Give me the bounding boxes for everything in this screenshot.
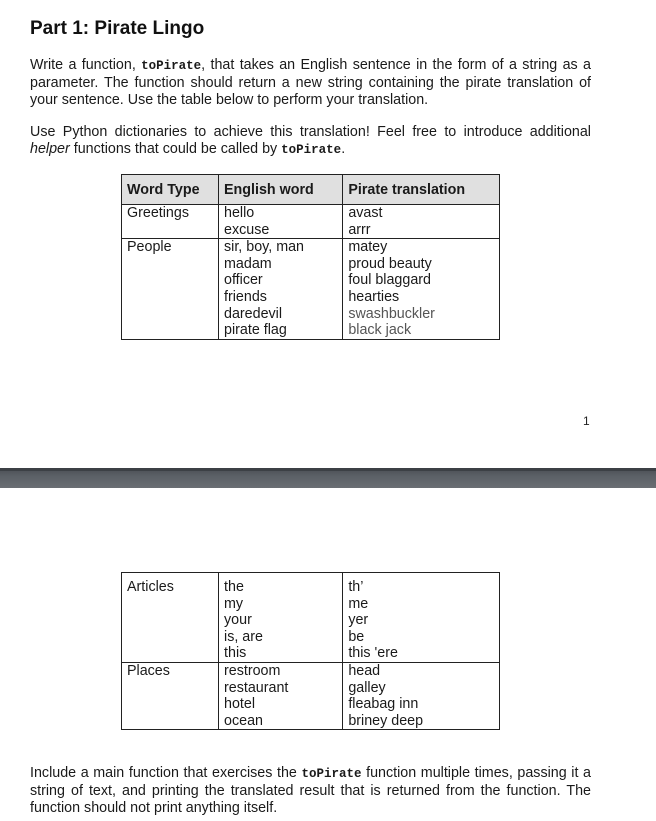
word-type-cell	[122, 662, 219, 729]
english-words-cell	[219, 573, 343, 663]
table-row	[122, 239, 500, 340]
pirate-words-cell	[343, 662, 500, 729]
pirate-word: swashbuckler	[348, 305, 435, 322]
pirate-word: briney deep	[348, 712, 424, 729]
word-type: Articles	[127, 579, 174, 595]
pirate-words-cell	[343, 205, 500, 239]
main-function-paragraph	[30, 765, 591, 816]
pirate-words-cell	[343, 573, 500, 663]
english-words-cell	[219, 662, 343, 729]
english-word: is, are	[224, 628, 263, 645]
english-word: this	[224, 645, 247, 662]
word-type-cell	[122, 239, 219, 340]
word-type: People	[127, 239, 172, 256]
outro-text-end: function multiple times, passing it a string of text, and printing the translated result that is returned from the function. The function should not print anything itself.	[30, 765, 591, 816]
instructions-text-middle: functions that could be called by	[69, 140, 282, 157]
pirate-word: this 'ere	[348, 645, 398, 662]
word-type: Greetings	[127, 205, 189, 221]
header-pirate-translation: Pirate translation	[343, 175, 500, 205]
pirate-word: head	[348, 662, 381, 679]
pirate-word: yer	[348, 612, 369, 629]
translation-table-part-2	[121, 572, 500, 730]
instructions-text-end: .	[341, 140, 346, 157]
english-word: madam	[224, 255, 272, 272]
english-words-cell	[219, 205, 343, 239]
instructions-paragraph	[30, 124, 591, 159]
pirate-word: foul blaggard	[348, 272, 431, 289]
pirate-word: proud beauty	[348, 255, 432, 272]
word-type: Places	[127, 662, 170, 679]
function-name: toPirate	[281, 142, 342, 157]
english-word: my	[224, 595, 244, 612]
function-name: toPirate	[301, 767, 362, 781]
table-row	[122, 205, 500, 239]
header-word-type: Word Type	[122, 175, 219, 205]
english-word: daredevil	[224, 305, 283, 322]
table-row	[122, 573, 500, 663]
pirate-word: matey	[348, 239, 388, 256]
page-break-divider	[0, 468, 656, 488]
intro-paragraph	[30, 57, 591, 108]
helper-emphasis: helper	[30, 140, 70, 157]
table-row	[122, 662, 500, 729]
translation-table-part-1	[121, 174, 500, 340]
pirate-word: hearties	[348, 288, 400, 305]
pirate-words-cell	[343, 239, 500, 340]
instructions-text-start: Use Python dictionaries to achieve this translation! Feel free to introduce additional	[30, 124, 591, 140]
intro-text-start: Write a function,	[30, 57, 142, 73]
pirate-word: be	[348, 628, 365, 645]
table-header-row	[122, 175, 500, 205]
section-heading: Part 1: Pirate Lingo	[30, 18, 205, 39]
header-english-word: English word	[219, 175, 343, 205]
english-word: officer	[224, 272, 263, 289]
english-word: hello	[224, 205, 255, 221]
intro-text-end: , that takes an English sentence in the form of a string as a parameter. The function should return a new string containing the pirate translation of your sentence. Use the table below to perform your translation.	[30, 57, 592, 108]
pirate-word: fleabag inn	[348, 696, 419, 713]
word-type-cell	[122, 573, 219, 663]
english-word: restaurant	[224, 679, 289, 696]
english-word: your	[224, 612, 252, 629]
pirate-word: me	[348, 595, 369, 612]
pirate-word: avast	[348, 205, 383, 221]
english-word: sir, boy, man	[224, 239, 305, 256]
function-name: toPirate	[141, 59, 202, 73]
english-word: the	[224, 579, 244, 595]
english-word: hotel	[224, 696, 256, 713]
outro-text-start: Include a main function that exercises the	[30, 765, 302, 781]
page-number: 1	[583, 414, 590, 428]
english-word: excuse	[224, 221, 270, 238]
pirate-word: arrr	[348, 221, 371, 238]
english-word: friends	[224, 288, 267, 305]
pirate-word: black jack	[348, 322, 412, 339]
english-words-cell	[219, 239, 343, 340]
word-type-cell	[122, 205, 219, 239]
pirate-word: th’	[348, 579, 364, 595]
english-word: pirate flag	[224, 322, 287, 339]
pirate-word: galley	[348, 679, 386, 696]
english-word: ocean	[224, 712, 263, 729]
english-word: restroom	[224, 662, 281, 679]
